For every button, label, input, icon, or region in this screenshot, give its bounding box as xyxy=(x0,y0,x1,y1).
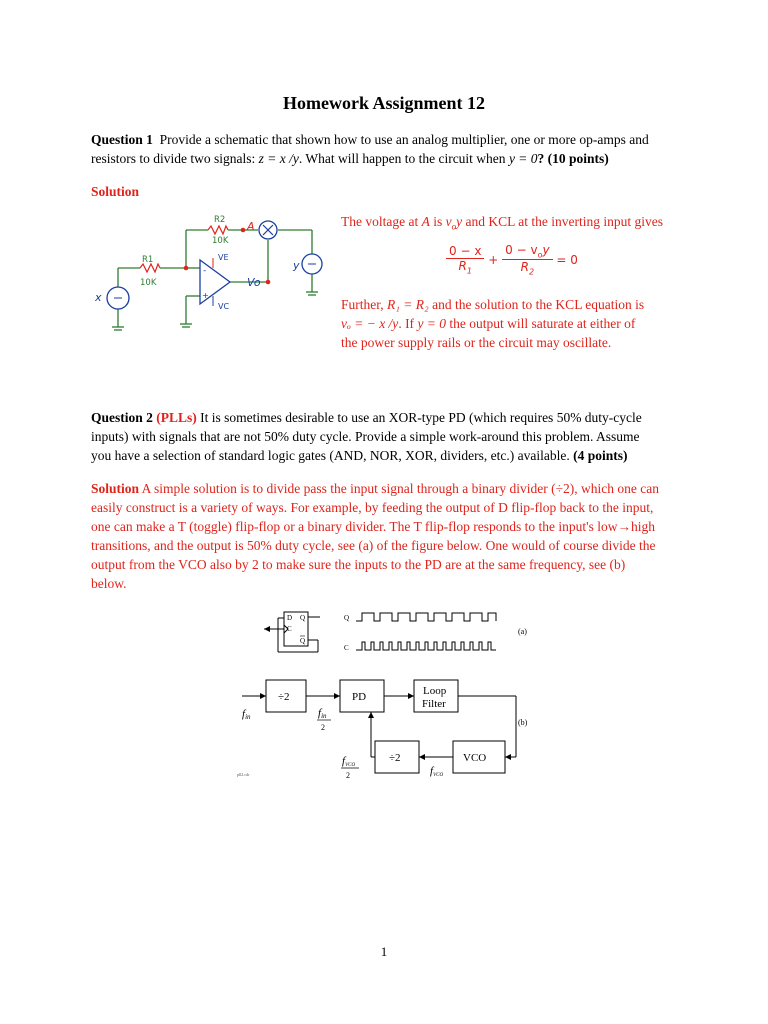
ff-qbar-label: Q xyxy=(300,637,306,645)
vo-label: Vo xyxy=(247,276,261,289)
sol1-t4: the power supply rails or the circuit may oscillate. xyxy=(341,335,612,350)
question-1-line2b: . What will happen to the circuit when xyxy=(298,151,509,166)
eq-rhs: = 0 xyxy=(556,252,578,267)
divider-1: ÷2 xyxy=(278,691,290,703)
eq-numerator-1: 0 − x xyxy=(446,244,484,259)
solution-1-further xyxy=(341,295,721,352)
r1-label: R1 xyxy=(142,255,154,265)
solution-2-line1: A simple solution is to divide pass the input signal through a binary divider (÷2), which one can xyxy=(139,481,659,496)
fin-half-den: 2 xyxy=(321,723,325,732)
opamp-plus: + xyxy=(202,291,209,300)
page-title: Homework Assignment 12 xyxy=(283,93,485,113)
q-wave-label: Q xyxy=(344,614,350,622)
vc-label: VC xyxy=(218,302,230,311)
pd-block: PD xyxy=(352,691,367,703)
eq-denominator-2: $R_2$ xyxy=(520,260,535,277)
fin-half-num: fin xyxy=(318,707,327,720)
solution-2-line5: output from the VCO also by 2 to make sure the inputs to the PD are at the same frequency, see (b) xyxy=(91,557,626,572)
page-number: 1 xyxy=(380,944,388,959)
ff-d-label: D xyxy=(287,614,293,622)
r2-label: R2 xyxy=(214,215,226,225)
sol1-y-zero: y = 0 xyxy=(417,316,447,331)
kcl-equation xyxy=(446,243,578,277)
question-1-points: ? (10 points) xyxy=(537,151,609,166)
solution-1-label: Solution xyxy=(91,184,140,199)
pll-figure xyxy=(234,604,536,780)
c-wave-label: C xyxy=(344,644,349,652)
ve-label: VE xyxy=(218,253,229,262)
division-equation: z = x /y xyxy=(258,151,299,166)
opamp-minus: - xyxy=(203,266,207,276)
part-a-label: (a) xyxy=(518,627,527,636)
question-2 xyxy=(91,408,691,465)
question-2-points: (4 points) xyxy=(573,448,628,463)
eq-plus: + xyxy=(488,252,499,267)
vco-block: VCO xyxy=(463,752,487,764)
solution-2-line3: one can make a T (toggle) flip-flop or a binary divider. The T flip-flop responds to the input's low→high xyxy=(91,519,655,534)
question-1-line2: resistors to divide two signals: xyxy=(91,151,259,166)
sol1-vo: $v_oy$ xyxy=(445,214,463,232)
question-1-line1: Provide a schematic that shown how to use an analog multiplier, one or more op-amps and xyxy=(159,132,649,147)
fvco-half-num: fVCO xyxy=(342,755,356,768)
zero-condition: y = 0 xyxy=(508,151,538,166)
part-b-label: (b) xyxy=(518,718,528,727)
sol1-t3a: . If xyxy=(398,316,418,331)
question-1 xyxy=(91,130,691,168)
sol1-r-equal: R₁ = R₂ xyxy=(386,297,429,312)
divider-2: ÷2 xyxy=(389,752,401,764)
loop-filter-line2: Filter xyxy=(422,698,446,710)
question-2-label: Question 2 xyxy=(91,410,153,425)
question-2-tag: (PLLs) xyxy=(156,410,197,425)
sol1-t2a: Further, xyxy=(341,297,387,312)
solution-2-line4: transitions, and the output is 50% duty cycle, see (a) of the figure below. One would of course divide the xyxy=(91,538,656,553)
solution-2-line2: easily construct is a variety of ways. For example, by feeding the output of D flip-flop back to the input, xyxy=(91,500,654,515)
figure-id: pll2.cdr xyxy=(237,772,250,777)
r1-value: 10K xyxy=(140,278,157,288)
y-source-label: y xyxy=(293,259,300,272)
sol1-t1b: is xyxy=(429,214,446,229)
ff-q-label: Q xyxy=(300,614,306,622)
solution-1-text xyxy=(341,212,701,237)
sol1-t1a: The voltage at xyxy=(341,214,422,229)
eq-numerator-2: $0 - v_oy$ xyxy=(502,243,552,260)
node-a-label: A xyxy=(247,220,255,233)
question-1-label: Question 1 xyxy=(91,132,153,147)
solution-2-line6: below. xyxy=(91,576,127,591)
ff-c-label: C xyxy=(287,625,292,633)
solution-2-label: Solution xyxy=(91,481,140,496)
sol1-t2b: and the solution to the KCL equation is xyxy=(428,297,645,312)
fin-label: fin xyxy=(242,708,251,721)
divider-schematic xyxy=(90,212,330,342)
fvco-label: fVCO xyxy=(430,765,444,778)
solution-2 xyxy=(91,479,691,593)
loop-filter-line1: Loop xyxy=(423,685,447,697)
eq-denominator-1: $R_1$ xyxy=(458,259,472,276)
question-2-line1: It is sometimes desirable to use an XOR-type PD (which requires 50% duty-cycle xyxy=(196,410,642,425)
sol1-vo-solution: vₒ = − x /y xyxy=(341,316,399,331)
sol1-node-a: A xyxy=(421,214,430,229)
fvco-half-den: 2 xyxy=(346,771,350,780)
question-2-line2: inputs) with signals that are not 50% duty cycle. Provide a simple work-around this problem. Assume xyxy=(91,429,640,444)
sol1-t1c: and KCL at the inverting input gives xyxy=(462,214,663,229)
question-2-line3: you have a selection of standard logic gates (AND, NOR, XOR, dividers, etc.) available. xyxy=(91,448,574,463)
x-source-label: x xyxy=(95,291,102,304)
r2-value: 10K xyxy=(212,236,229,246)
sol1-t3b: the output will saturate at either of xyxy=(446,316,636,331)
